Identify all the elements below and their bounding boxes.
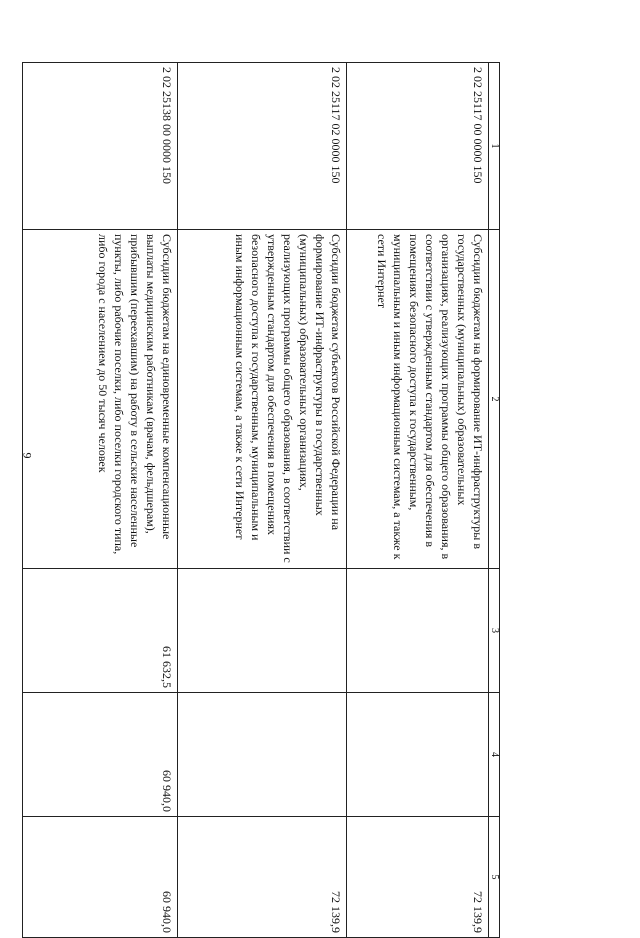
- row-description: Субсидии бюджетам на формирование ИТ-инфраструктуры в государственных (муниципальных) образовательных организациях, реализующих программы общего образования, в соответствии с утвержденным стандартом для обеспечения в помещениях безопасного доступа к государственным, муниципальным и иным информационным системам, а также к сети Интернет: [347, 230, 489, 569]
- row-col4: [178, 693, 347, 817]
- row-col4: 60 940,0: [23, 693, 178, 817]
- row-col5: 72 139,9: [178, 817, 347, 938]
- page-number: 9: [20, 452, 35, 459]
- row-description: Субсидии бюджетам субъектов Российской Федерации на формирование ИТ-инфраструктуры в государственных (муниципальных) образовательных организациях, реализующих программы общего образования, в соответствии с утвержденным стандартом для обеспечения в помещениях безопасного доступа к государственным, муниципальным и иным информационным системам, а также к сети Интернет: [178, 230, 347, 569]
- row-col3: 61 632,5: [23, 569, 178, 693]
- header-col-5: 5: [489, 817, 500, 938]
- row-code: 2 02 25117 02 0000 150: [178, 63, 347, 230]
- table-row: [347, 63, 489, 938]
- row-col3: [347, 569, 489, 693]
- header-col-1: 1: [489, 63, 500, 230]
- header-col-4: 4: [489, 693, 500, 817]
- table-row: [23, 63, 178, 938]
- header-col-3: 3: [489, 569, 500, 693]
- row-code: 2 02 25117 00 0000 150: [347, 63, 489, 230]
- header-col-2: 2: [489, 230, 500, 569]
- budget-table: [22, 62, 500, 938]
- rotated-table-wrapper: [96, 62, 500, 933]
- row-col5: 60 940,0: [23, 817, 178, 938]
- row-col3: [178, 569, 347, 693]
- table-row: [178, 63, 347, 938]
- row-code: 2 02 25138 00 0000 150: [23, 63, 178, 230]
- row-col5: 72 139,9: [347, 817, 489, 938]
- row-col4: [347, 693, 489, 817]
- row-description: Субсидии бюджетам на единовременные компенсационные выплаты медицинским работникам (врачам, фельдшерам), прибывшим (переехавшим) на работу в сельские населенные пункты, либо рабочие поселки, либо поселки городского типа, либо города с населением до 50 тысяч человек: [23, 230, 178, 569]
- header-row: [489, 63, 500, 938]
